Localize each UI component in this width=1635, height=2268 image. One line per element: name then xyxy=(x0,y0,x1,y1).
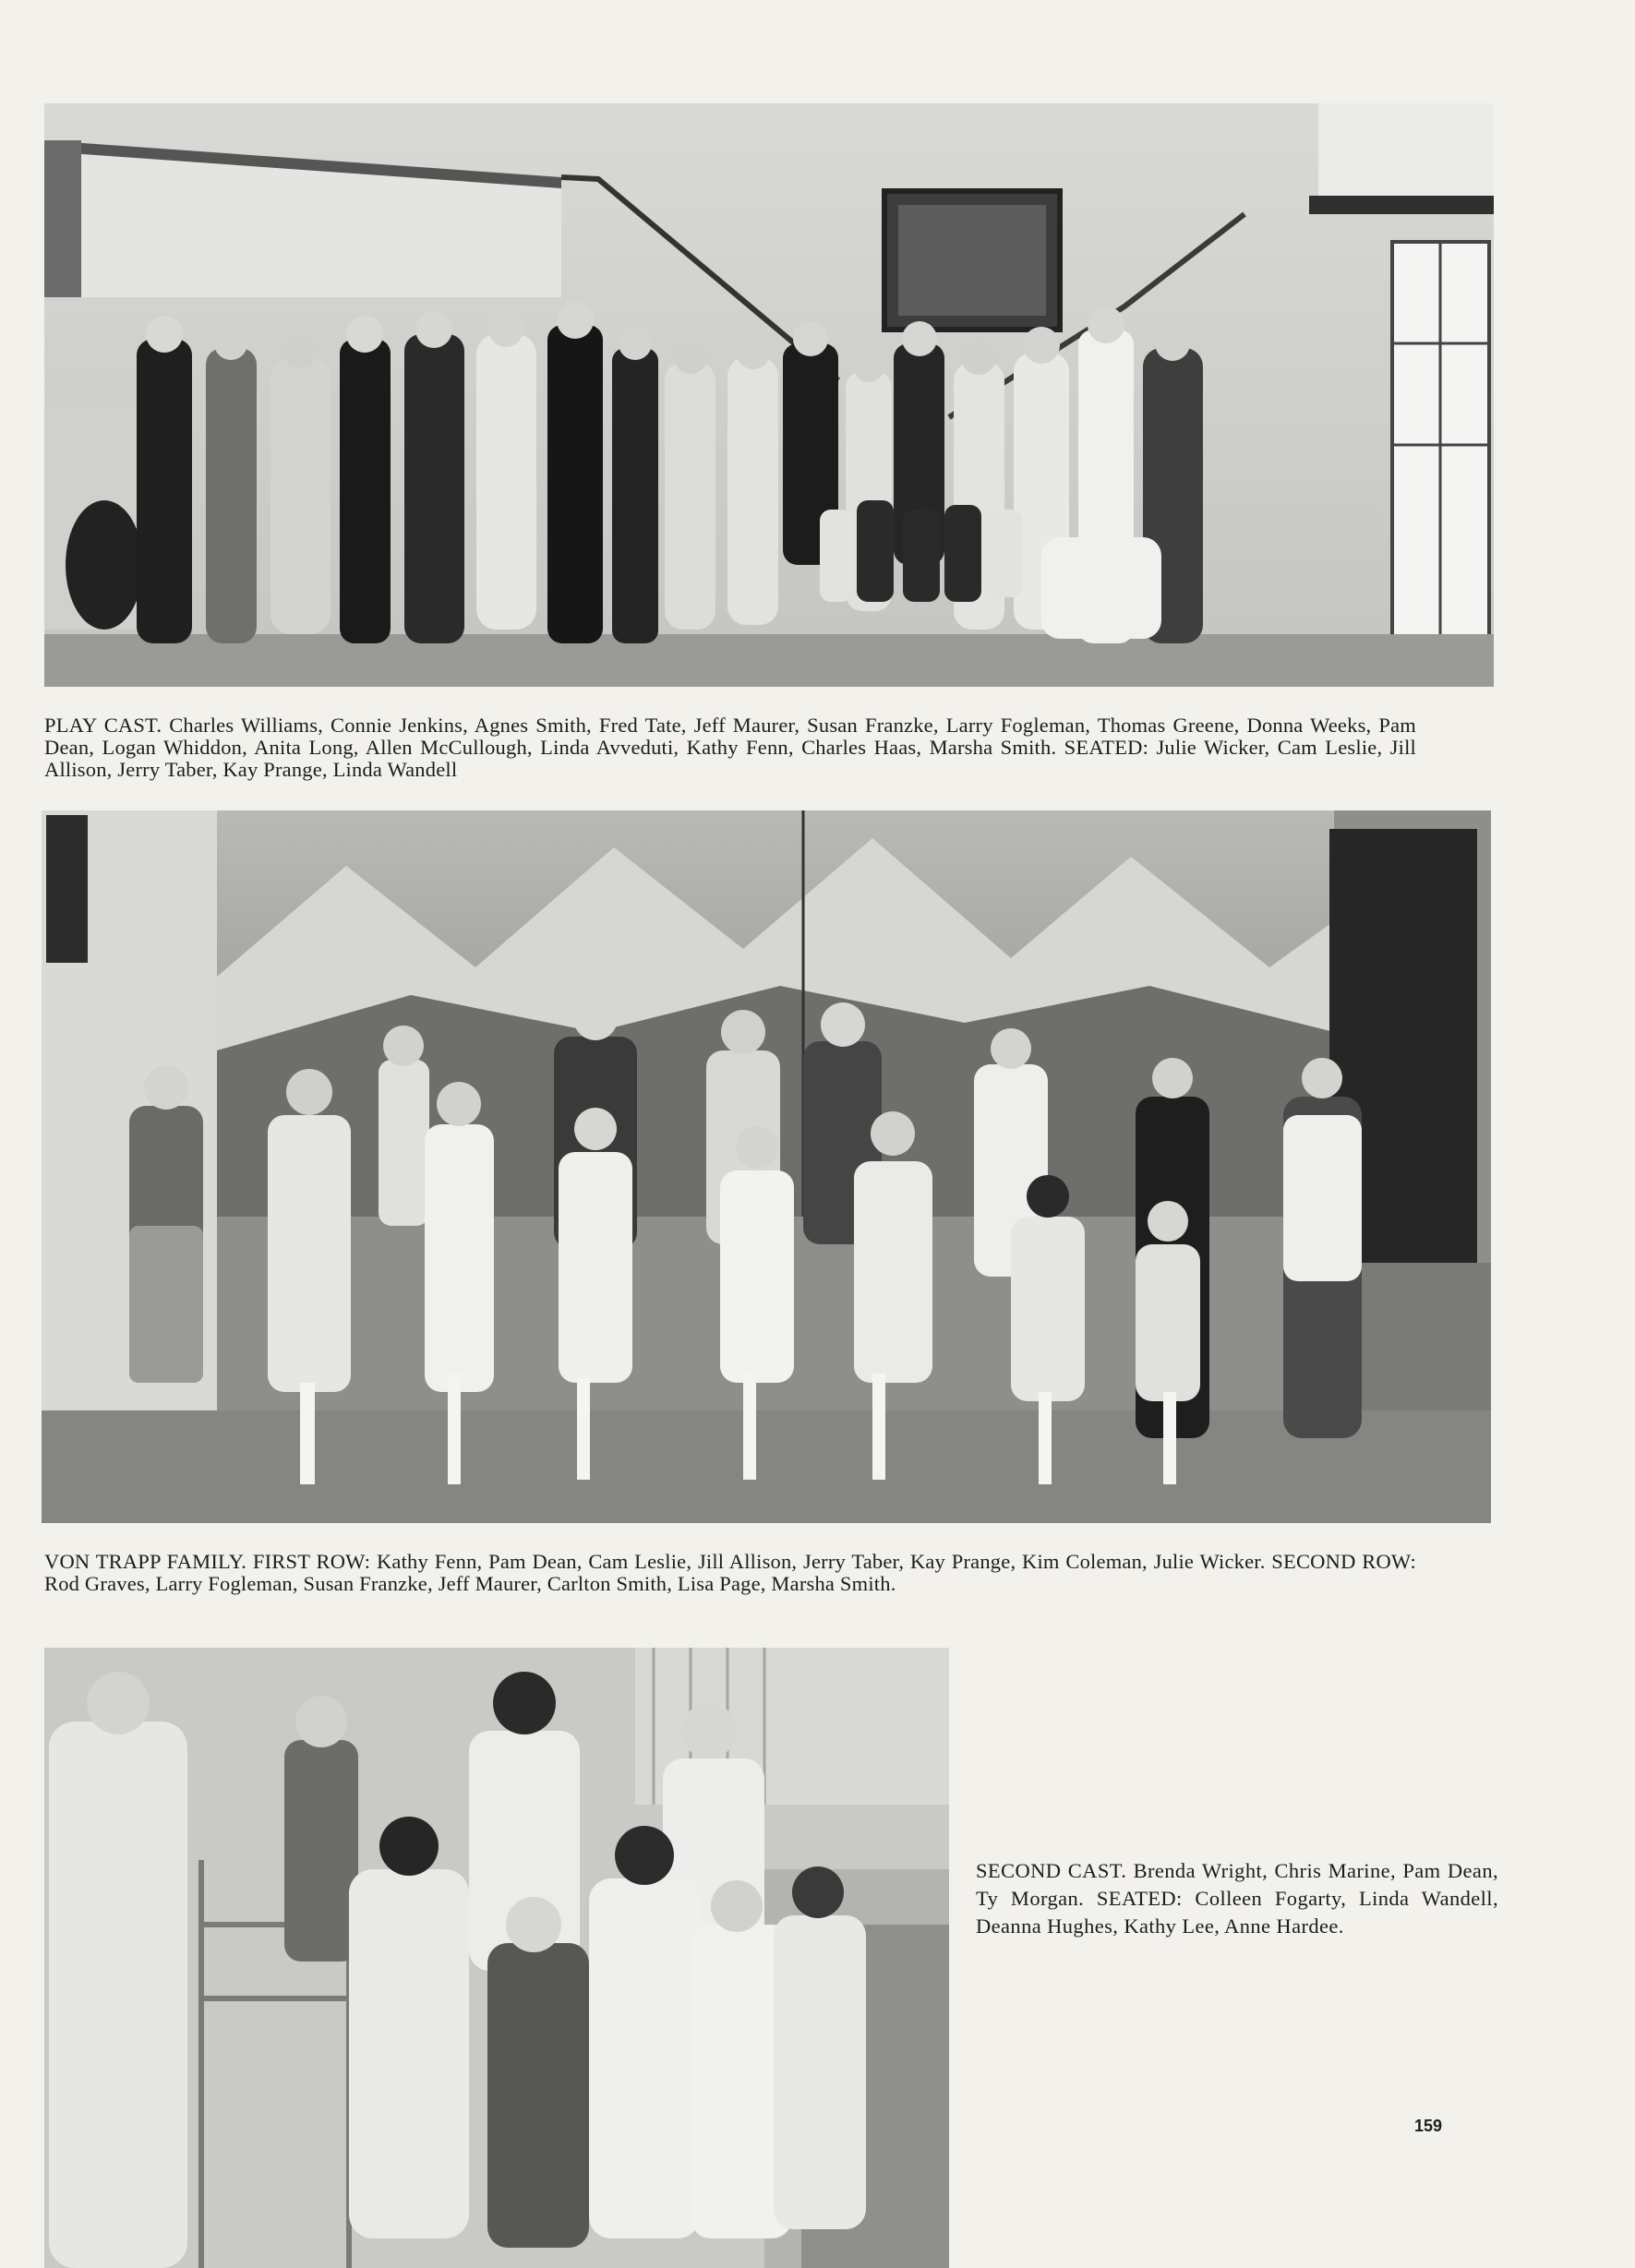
play-cast-photo xyxy=(44,103,1494,687)
von-trapp-family-photo xyxy=(42,810,1491,1523)
play-cast-caption: PLAY CAST. Charles Williams, Connie Jenkins, Agnes Smith, Fred Tate, Jeff Maurer, Susan Franzke, Larry Fogleman, Thomas Greene, Donna Weeks, Pam Dean, Logan Whiddon, Anita Long, Allen McCullough, Linda Avveduti, Kathy Fenn, Charles Haas, Marsha Smith. SEATED: Julie Wicker, Cam Leslie, Jill Allison, Jerry Taber, Kay Prange, Linda Wandell xyxy=(44,714,1416,781)
second-cast-caption: SECOND CAST. Brenda Wright, Chris Marine, Pam Dean, Ty Morgan. SEATED: Colleen Fogarty, Linda Wandell, Deanna Hughes, Kathy Lee, Anne Hardee. xyxy=(976,1859,1498,1938)
von-trapp-family-photo-art xyxy=(42,810,1491,1523)
page-number: 159 xyxy=(1414,2117,1443,2135)
play-cast-photo-art xyxy=(44,103,1494,687)
second-cast-photo-art xyxy=(44,1648,949,2268)
second-cast-photo xyxy=(44,1648,949,2268)
von-trapp-family-caption: VON TRAPP FAMILY. FIRST ROW: Kathy Fenn, Pam Dean, Cam Leslie, Jill Allison, Jerry Taber, Kay Prange, Kim Coleman, Julie Wicker. SECOND ROW: Rod Graves, Larry Fogleman, Susan Franzke, Jeff Maurer, Carlton Smith, Lisa Page, Marsha Smith. xyxy=(44,1550,1416,1595)
